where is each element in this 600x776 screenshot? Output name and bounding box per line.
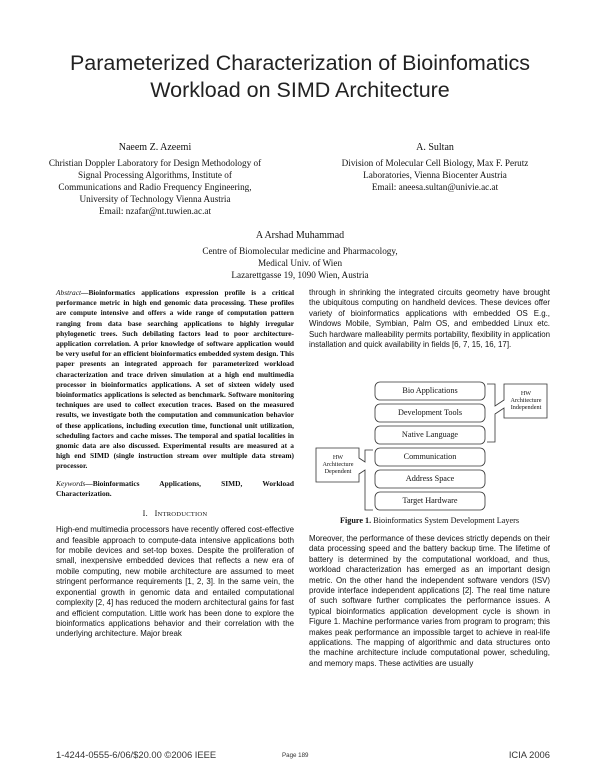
author-block-2: [305, 141, 565, 193]
keywords-text: —Bioinformatics Applications, SIMD, Workload Characterization.: [56, 478, 294, 498]
left-column: [56, 288, 294, 640]
footer-copyright: 1-4244-0555-6/06/$20.00 ©2006 IEEE: [56, 749, 217, 760]
abstract-text: —Bioinformatics applications expression profile is a critical performance metric in high end genomic data processing. These profiles are compute intensive and offers a wide range of computation pattern ranging from data base searching applications to highly irregular phylogenetic trees. Such debilating factors lead to poor architecture-application correlation. A prior knowledge of software application would be very useful for an efficient bioinformatics embedded system design. This paper presents an integrated approach for parameterized workload characterization and trace driven simulation at a high end multimedia processor in bioinformatics applications. A set of sixteen widely used bioinformatics applications is selected as benchmark. Software monitoring techniques are used to collect execution traces. Based on the measured results, we investigate both the computation and communication behavior of these applications, including execution time, functional unit utilization, scheduling factors and cache misses. The temporal and spatial localities in gnomic data are also discussed. Experimental results are measured at a high end SIMD (single instruction stream over multiple data stream) processor.: [56, 288, 294, 471]
hw-independent-label: HW Architecture Independent: [510, 390, 542, 411]
author-affiliation-line: Christian Doppler Laboratory for Design Methodology of: [48, 158, 262, 168]
layer-label: Native Language: [401, 430, 459, 439]
author-affiliation-line: Centre of Biomolecular medicine and Pharmacology,: [202, 246, 398, 256]
author-affiliation-line: University of Technology Vienna Austria: [79, 194, 231, 204]
layer-label: Communication: [403, 452, 457, 461]
title-line-1: Parameterized Characterization of Bioinfomatics: [69, 51, 531, 75]
author-affiliation-line: Laboratories, Vienna Biocenter Austria: [363, 170, 507, 180]
author-block-1: [25, 141, 285, 217]
footer-conference: ICIA 2006: [508, 749, 550, 760]
abstract: [56, 288, 294, 472]
author-name: Naeem Z. Azeemi: [118, 142, 192, 153]
figure-caption: [309, 516, 550, 525]
keywords-lead: Keywords: [56, 478, 86, 488]
right-column-bottom: [309, 534, 550, 669]
abstract-lead: Abstract: [56, 288, 82, 297]
section-numeral: I.: [142, 509, 148, 519]
layer-label: Development Tools: [397, 408, 463, 417]
author-email: Email: nzafar@nt.tuwien.ac.at: [98, 206, 212, 216]
footer-page-number: Page 189: [282, 752, 309, 759]
title-line-2: Workload on SIMD Architecture: [150, 78, 450, 102]
right-column-paragraph-2: Moreover, the performance of these devices strictly depends on their data processing speed and the battery backup time. The lifetime of battery is determined by the computational workload, and thus, workload characterization has emerged as an important design metric. On the other hand the independent software vendors (ISV) provide interface independent applications [2]. The real time nature of such software further complicates the performance issues. A typical bioinformatics application development cycle is shown in Figure 1. Machine performance varies from program to program; this makes peak performance an impossible target to achieve in real-life applications. The mapping of algorithmic and data structures onto the machine architecture include computational power, scheduling, and memory maps. These activities are usually: [309, 534, 550, 668]
right-column-paragraph: through in shrinking the integrated circuits geometry have brought the ubiquitous computing on handheld devices. These devices offer variety of bioinformatics applications with embedded OS E.g., Windows Mobile, Symbian, Palm OS, and embedded Linux etc. Such hardware malleability permits portability, flexibility in application installation and quick availability in fields [6, 7, 15, 16, 17].: [309, 288, 550, 350]
author-affiliation-line: Division of Molecular Cell Biology, Max F. Perutz: [341, 158, 529, 168]
keywords: [56, 479, 294, 499]
author-affiliation-line: Communications and Radio Frequency Engineering,: [58, 182, 252, 192]
author-email: Email: aneesa.sultan@univie.ac.at: [371, 182, 499, 192]
author-affiliation-line: Lazarettgasse 19, 1090 Wien, Austria: [231, 270, 369, 280]
hw-dependent-label: HW Architecture Dependent: [322, 454, 354, 475]
layer-label: Bio Applications: [402, 386, 458, 395]
introduction-text: High-end multimedia processors have recently offered cost-effective and feasible approach to compute-data intensive applications both for mobile devices and set-top boxes. Despite the proliferation of small, inexpensive embedded devices that reflects a new era of mobile computing, new mobile architecture are assumed to meet stringent performance requirements [1, 2, 3]. In the same vein, the exponential growth in genomic data and entailed computational complexity [2, 4] has reduced the modern architectural gains for fast and efficient computation. Little work has been done to explore the bioinformatics applications behavior and their correlation with the underlying architecture. Major break: [56, 525, 294, 639]
author-affiliation-line: Medical Univ. of Wien: [257, 258, 343, 268]
section-title-first: I: [154, 509, 158, 519]
section-title-rest: NTRODUCTION: [157, 511, 208, 519]
author-affiliation-line: Signal Processing Algorithms, Institute of: [78, 170, 232, 180]
author-block-3: [160, 229, 440, 281]
paper-title: [40, 50, 560, 104]
author-name: A. Sultan: [416, 142, 454, 153]
caption-label: Figure 1.: [339, 516, 372, 525]
caption-text: Bioinformatics System Development Layers: [371, 516, 520, 525]
layer-label: Target Hardware: [402, 496, 458, 505]
figure-1: [309, 378, 550, 528]
right-column-top: [309, 288, 550, 350]
section-heading: [56, 509, 294, 520]
layer-label: Address Space: [405, 474, 455, 483]
author-name: A Arshad Muhammad: [255, 230, 345, 241]
